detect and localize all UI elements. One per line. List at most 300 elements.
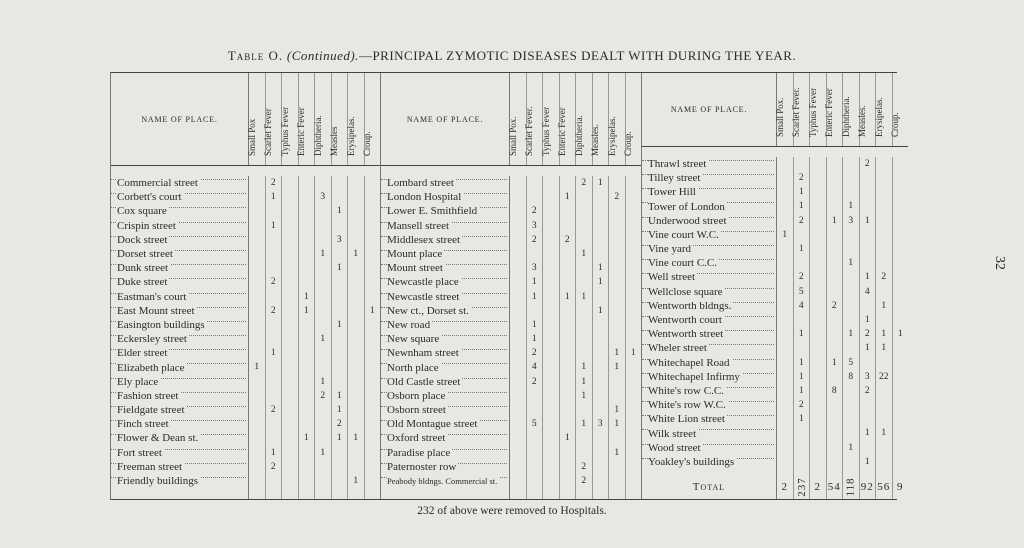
place-name: Commercial street <box>117 177 198 190</box>
table-cell <box>266 233 282 247</box>
table-row <box>111 190 248 204</box>
table-cell <box>315 261 331 275</box>
table-cell <box>510 275 526 289</box>
table-cell <box>543 431 559 445</box>
table-cell <box>348 460 364 474</box>
table-cell: 1 <box>597 277 603 288</box>
table-cell <box>876 199 892 213</box>
table-cell: 2 <box>581 475 587 486</box>
table-cell: 8 <box>848 371 854 382</box>
table-cell <box>609 304 625 318</box>
table-cell: 1 <box>353 433 359 444</box>
table-cell <box>576 204 592 218</box>
table-row <box>381 219 509 233</box>
table-cell: 1 <box>336 390 342 401</box>
table-cell <box>315 290 331 304</box>
table-cell <box>266 375 282 389</box>
table-cell <box>576 275 592 289</box>
place-name: Freeman street <box>117 460 183 473</box>
panel-header <box>381 73 641 166</box>
table-cell <box>527 474 543 488</box>
table-cell <box>893 370 909 384</box>
table-cell <box>543 275 559 289</box>
column-header-label: Croup. <box>362 131 373 156</box>
table-cell <box>593 460 609 474</box>
table-cell <box>282 431 298 445</box>
table-cell <box>893 242 909 256</box>
table-row <box>642 299 776 313</box>
place-name: Peabody bldngs. Commercial st. <box>387 476 498 487</box>
table-row <box>381 346 509 360</box>
table-cell <box>593 233 609 247</box>
table-cell <box>560 204 576 218</box>
table-cell: 1 <box>798 414 804 425</box>
panel-header <box>642 73 908 147</box>
place-name: Well street <box>648 271 696 284</box>
table-cell <box>249 460 265 474</box>
table-cell <box>365 446 381 460</box>
place-name: Newcastle place <box>387 276 459 289</box>
table-cell <box>249 431 265 445</box>
table-cell <box>543 204 559 218</box>
panel-body <box>381 166 641 499</box>
table-cell <box>348 290 364 304</box>
place-name: Dunk street <box>117 262 169 275</box>
table-cell <box>543 176 559 190</box>
column-header-label: Small Pox <box>246 118 257 156</box>
value-column <box>365 176 381 499</box>
value-column <box>777 157 794 499</box>
table-cell: 3 <box>848 215 854 226</box>
table-cell <box>266 204 282 218</box>
table-cell <box>609 261 625 275</box>
table-cell <box>810 327 826 341</box>
table-cell <box>299 460 315 474</box>
table-row <box>642 441 776 455</box>
table-cell: 1 <box>581 376 587 387</box>
place-name: Tower of London <box>648 200 725 213</box>
table-cell <box>249 375 265 389</box>
table-cell <box>893 441 909 455</box>
table-cell <box>543 332 559 346</box>
table-cell: 1 <box>881 428 887 439</box>
table-cell <box>543 219 559 233</box>
table-cell <box>827 412 843 426</box>
table-cell <box>777 327 793 341</box>
value-column <box>249 176 266 499</box>
place-name: Whitechapel Road <box>648 356 730 369</box>
column-header-label: Scarlet Fever. <box>524 106 535 156</box>
table-row <box>642 313 776 327</box>
table-cell: 1 <box>798 371 804 382</box>
table-cell: 1 <box>798 244 804 254</box>
place-name: Elder street <box>117 347 168 360</box>
table-cell <box>810 384 826 398</box>
table-cell <box>860 256 876 270</box>
table-cell <box>609 375 625 389</box>
table-row <box>642 214 776 228</box>
table-cell <box>576 446 592 460</box>
table-cell <box>843 341 859 355</box>
table-cell <box>527 389 543 403</box>
table-cell <box>365 233 381 247</box>
table-cell <box>626 176 642 190</box>
total-value <box>810 475 826 499</box>
value-column <box>827 157 844 499</box>
table-cell: 5 <box>798 286 804 297</box>
value-column <box>527 176 544 499</box>
table-row <box>381 417 509 431</box>
table-cell <box>510 332 526 346</box>
table-cell: 1 <box>897 329 903 340</box>
table-cell <box>249 474 265 488</box>
table-cell: 1 <box>848 201 854 212</box>
table-cell <box>794 228 810 242</box>
table-cell <box>527 176 543 190</box>
column-header-label: Measles <box>329 126 340 156</box>
table-cell <box>315 460 331 474</box>
table-cell <box>843 384 859 398</box>
table-cell: 1 <box>798 329 804 340</box>
table-cell <box>282 290 298 304</box>
table-cell <box>827 199 843 213</box>
table-cell <box>282 460 298 474</box>
table-cell <box>876 185 892 199</box>
table-cell <box>348 219 364 233</box>
place-name: Paradise place <box>387 446 451 459</box>
table-cell <box>777 157 793 171</box>
table-cell <box>609 219 625 233</box>
table-row <box>642 356 776 370</box>
table-cell <box>827 313 843 327</box>
table-cell: 1 <box>831 215 837 226</box>
table-cell <box>249 204 265 218</box>
table-cell <box>249 332 265 346</box>
table-cell: 2 <box>531 348 537 359</box>
table-cell <box>827 426 843 440</box>
table-cell <box>794 455 810 469</box>
table-cell <box>315 233 331 247</box>
total-value-text: 9 <box>897 481 904 493</box>
table-cell <box>315 204 331 218</box>
table-cell <box>348 375 364 389</box>
table-cell <box>348 233 364 247</box>
table-cell <box>593 247 609 261</box>
zymotic-diseases-table <box>110 72 904 500</box>
table-cell: 2 <box>798 215 804 226</box>
table-cell <box>510 460 526 474</box>
table-cell <box>893 356 909 370</box>
table-cell <box>576 219 592 233</box>
table-cell <box>543 403 559 417</box>
table-row <box>381 460 509 474</box>
table-cell <box>510 304 526 318</box>
table-cell <box>266 474 282 488</box>
table-cell <box>626 304 642 318</box>
table-cell <box>777 370 793 384</box>
table-cell <box>626 417 642 431</box>
table-cell: 5 <box>848 357 854 368</box>
table-row <box>381 261 509 275</box>
table-row <box>111 261 248 275</box>
table-cell <box>893 185 909 199</box>
table-cell <box>527 190 543 204</box>
table-cell <box>876 242 892 256</box>
table-cell <box>794 441 810 455</box>
column-header-label: Erysipelas. <box>873 97 884 137</box>
table-cell <box>510 176 526 190</box>
table-cell: 2 <box>798 173 804 184</box>
place-name: Dorset street <box>117 248 173 261</box>
table-cell <box>249 219 265 233</box>
table-cell: 3 <box>597 419 603 430</box>
continued-label: (Continued). <box>286 48 359 63</box>
place-name: Tilley street <box>648 172 701 185</box>
table-row <box>381 446 509 460</box>
table-cell: 1 <box>320 248 326 259</box>
table-cell <box>827 171 843 185</box>
table-cell: 1 <box>531 291 537 302</box>
table-cell: 1 <box>881 329 887 340</box>
table-cell <box>299 261 315 275</box>
table-cell <box>593 431 609 445</box>
table-cell: 1 <box>336 433 342 444</box>
place-name: Yoakley's buildings <box>648 455 735 468</box>
table-cell <box>893 171 909 185</box>
name-of-place-header: NAME OF PLACE. <box>381 73 510 165</box>
table-cell <box>348 389 364 403</box>
table-cell <box>893 214 909 228</box>
table-row <box>111 460 248 474</box>
table-cell <box>348 275 364 289</box>
table-cell: 22 <box>879 371 889 382</box>
table-cell <box>560 460 576 474</box>
table-cell <box>560 176 576 190</box>
table-cell <box>348 446 364 460</box>
table-cell <box>560 446 576 460</box>
column-header-label: Small Pox. <box>774 97 785 137</box>
table-cell <box>510 219 526 233</box>
value-columns <box>249 176 380 499</box>
table-cell <box>827 398 843 412</box>
place-name: New road <box>387 318 431 331</box>
table-cell <box>893 398 909 412</box>
table-cell <box>860 356 876 370</box>
table-cell <box>794 157 810 171</box>
footer-note: 232 of above were removed to Hospitals. <box>417 505 607 517</box>
table-cell <box>893 341 909 355</box>
table-cell <box>348 176 364 190</box>
value-column <box>626 176 642 499</box>
table-cell <box>860 242 876 256</box>
table-cell: 1 <box>336 319 342 330</box>
table-cell: 2 <box>270 461 276 472</box>
table-cell <box>609 247 625 261</box>
table-cell <box>777 270 793 284</box>
table-cell <box>777 426 793 440</box>
table-row <box>111 318 248 332</box>
table-cell <box>365 204 381 218</box>
table-cell <box>299 332 315 346</box>
table-cell <box>527 247 543 261</box>
table-cell: 1 <box>564 291 570 302</box>
table-cell <box>510 318 526 332</box>
table-cell <box>576 332 592 346</box>
table-cell: 1 <box>848 329 854 340</box>
table-cell <box>560 247 576 261</box>
table-cell <box>876 455 892 469</box>
table-cell: 1 <box>270 447 276 458</box>
table-cell <box>282 219 298 233</box>
table-cell: 2 <box>581 178 587 188</box>
table-row <box>381 389 509 403</box>
table-cell <box>543 261 559 275</box>
table-cell: 1 <box>614 362 620 373</box>
table-cell <box>348 346 364 360</box>
table-label: Table O. <box>227 48 284 63</box>
table-cell <box>299 389 315 403</box>
place-name: New ct., Dorset st. <box>387 304 469 317</box>
table-cell <box>626 360 642 374</box>
table-row <box>381 474 509 488</box>
table-cell <box>510 431 526 445</box>
table-cell <box>810 157 826 171</box>
table-cell <box>543 304 559 318</box>
table-row <box>111 474 248 488</box>
table-row <box>111 290 248 304</box>
table-row <box>381 431 509 445</box>
table-cell <box>777 256 793 270</box>
place-name: Eckersley street <box>117 333 187 346</box>
table-cell <box>510 474 526 488</box>
table-cell <box>348 332 364 346</box>
table-cell <box>626 190 642 204</box>
table-cell <box>576 233 592 247</box>
table-cell <box>365 247 381 261</box>
place-names-column <box>381 176 510 499</box>
table-cell <box>609 474 625 488</box>
table-cell <box>365 176 381 190</box>
table-row <box>381 190 509 204</box>
table-cell <box>510 233 526 247</box>
table-cell <box>365 474 381 488</box>
table-cell: 2 <box>531 376 537 387</box>
table-cell <box>827 270 843 284</box>
place-name: Wheler street <box>648 342 707 355</box>
place-name: Elizabeth place <box>117 361 185 374</box>
table-cell <box>266 389 282 403</box>
table-cell <box>365 460 381 474</box>
table-cell <box>332 460 348 474</box>
place-name: Vine court W.C. <box>648 228 719 241</box>
table-cell: 2 <box>831 300 837 311</box>
table-cell <box>626 403 642 417</box>
table-cell: 1 <box>864 314 870 325</box>
place-name: Mount street <box>387 262 443 275</box>
column-header-label: Measles. <box>857 105 868 137</box>
table-cell: 1 <box>798 187 804 198</box>
table-cell <box>365 360 381 374</box>
column-header-label: Diphtheria. <box>840 96 851 137</box>
place-name: Easington buildings <box>117 318 205 331</box>
table-cell <box>543 233 559 247</box>
table-cell <box>593 219 609 233</box>
table-cell <box>348 403 364 417</box>
table-cell <box>249 176 265 190</box>
table-cell <box>543 190 559 204</box>
table-cell <box>527 304 543 318</box>
table-cell: 1 <box>831 357 837 368</box>
table-cell <box>876 313 892 327</box>
table-cell <box>593 204 609 218</box>
table-cell <box>315 417 331 431</box>
table-cell <box>560 346 576 360</box>
table-cell <box>332 247 348 261</box>
table-cell <box>249 346 265 360</box>
table-cell <box>893 157 909 171</box>
place-name: Duke street <box>117 276 168 289</box>
total-value <box>893 475 909 499</box>
table-cell <box>626 446 642 460</box>
place-name: Fashion street <box>117 389 179 402</box>
table-cell <box>560 332 576 346</box>
table-cell <box>282 389 298 403</box>
table-cell <box>626 204 642 218</box>
place-name: Old Montague street <box>387 418 478 431</box>
table-cell: 2 <box>881 272 887 283</box>
table-cell: 2 <box>564 234 570 245</box>
place-name: Mansell street <box>387 219 450 232</box>
table-cell <box>810 313 826 327</box>
table-cell: 2 <box>336 419 342 430</box>
table-cell <box>282 204 298 218</box>
table-cell <box>893 384 909 398</box>
table-cell <box>543 460 559 474</box>
table-cell <box>794 341 810 355</box>
total-value <box>827 475 843 499</box>
table-cell: 1 <box>320 334 326 345</box>
table-cell <box>315 219 331 233</box>
table-cell <box>365 431 381 445</box>
table-cell <box>249 290 265 304</box>
column-header-label: Erysipelas. <box>345 116 356 156</box>
place-name: East Mount street <box>117 304 195 317</box>
table-cell <box>777 171 793 185</box>
table-cell <box>332 176 348 190</box>
value-columns <box>510 176 641 499</box>
table-cell <box>315 431 331 445</box>
column-header-label: Scarlet Fever. <box>791 87 802 137</box>
value-column <box>843 157 860 499</box>
table-row <box>111 247 248 261</box>
table-row <box>111 332 248 346</box>
table-cell <box>843 299 859 313</box>
name-of-place-header: NAME OF PLACE. <box>111 73 249 165</box>
table-cell: 1 <box>581 248 587 259</box>
table-cell: 2 <box>864 385 870 396</box>
table-cell <box>810 412 826 426</box>
table-cell <box>810 341 826 355</box>
table-cell <box>527 460 543 474</box>
table-cell <box>876 214 892 228</box>
table-cell <box>332 474 348 488</box>
place-name: Wilk street <box>648 427 697 440</box>
table-cell <box>609 389 625 403</box>
table-cell <box>560 219 576 233</box>
table-cell <box>266 318 282 332</box>
table-cell <box>876 412 892 426</box>
table-cell <box>543 474 559 488</box>
